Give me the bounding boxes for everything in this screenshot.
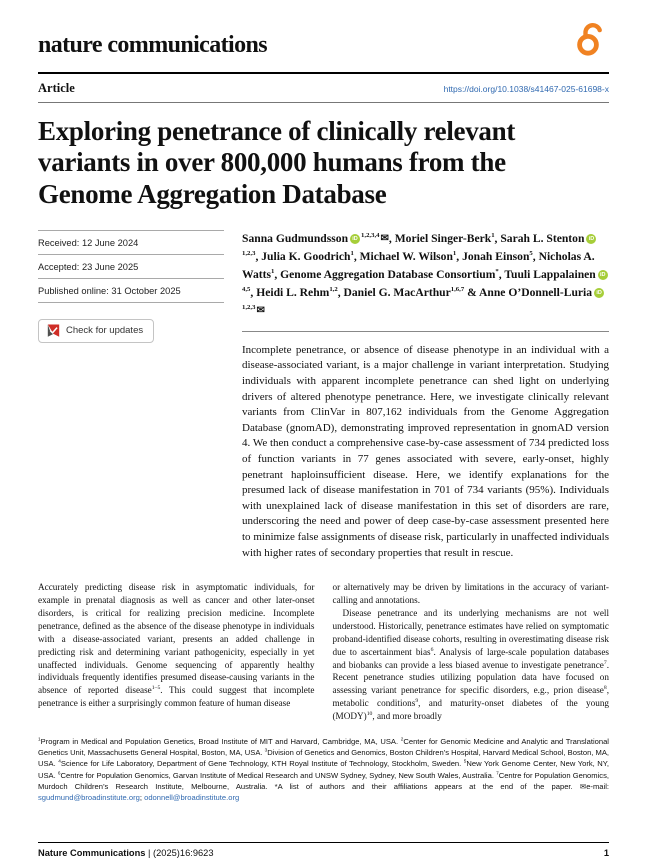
meta-divider xyxy=(38,102,609,103)
date-label: Published online: xyxy=(38,285,109,296)
author-name: Jonah Einson xyxy=(462,249,530,263)
body-paragraph: Accurately predicting disease risk in asymptomatic individuals, for example in prenatal diagnosis as well as cancer and other later-onset disorders, is critical for realizing precision medicine. Incomplete penetrance, defined as the absence of the disease phenotype in individuals with a disease-associated variant, presents an added challenge in predicting risk and determining variant pathogenicity, especially in yet unaffected individuals. Genome sequencing of apparently healthy individuals frequently identifies presumed disease-causing variants in the absence of reported disease$^{1-5}$. This could suggest that incomplete penetrance is either a surprisingly common feature of human disease xyxy=(38,582,315,709)
article-meta-row xyxy=(38,74,609,102)
email-link[interactable]: sgudmund@broadinstitute.org xyxy=(38,793,140,803)
affiliations-footnote: $^1$Program in Medical and Population Genetics, Broad Institute of MIT and Harvard, Cambridge, MA, USA. $^2$Center for Genomic Medicine and Analytic and Translational Genetics Unit, Massachusetts General Hospital, Boston, MA, USA. $^3$Division of Genetics and Genomics, Boston Children’s Hospital, Harvard Medical School, Boston, MA, USA. $^4$Science for Life Laboratory, Department of Gene Technology, KTH Royal Institute of Technology, Stockholm, Sweden. $^5$New York Genome Center, New York, NY, USA. $^6$Centre for Population Genomics, Garvan Institute of Medical Research and UNSW Sydney, Sydney, New South Wales, Australia. $^7$Centre for Population Genomics, Murdoch Children’s Research Institute, Melbourne, Australia. *A list of authors and their affiliations appears at the end of the paper. ✉e-mail: sgudmund@broadinstitute.org; odonnell@broadinstitute.org xyxy=(38,736,610,803)
orcid-icon[interactable]: iD xyxy=(594,288,604,298)
check-for-updates-button[interactable] xyxy=(38,319,154,343)
page-footer xyxy=(38,842,609,858)
footer-journal-name: Nature Communications xyxy=(38,848,146,858)
journal-citation xyxy=(38,848,214,858)
date-label: Received: xyxy=(38,237,80,248)
author-name: Heidi L. Rehm xyxy=(256,285,330,299)
received-date-row xyxy=(38,231,224,255)
author-name: Anne O’Donnell-Luria xyxy=(479,285,593,299)
author-name: Moriel Singer-Berk xyxy=(394,231,492,245)
open-access-icon xyxy=(573,22,609,58)
date-label: Accepted: xyxy=(38,261,80,272)
orcid-icon[interactable]: iD xyxy=(586,234,596,244)
abstract: Incomplete penetrance, or absence of disease phenotype in an individual with a disease-associated variant, is a major challenge in variant interpretation. Studying individuals with apparent incomplete penetrance can shed light on underlying drivers of altered phenotype penetrance. Here, we investigate clinically relevant variants from ClinVar in 807,162 individuals from the Genome Aggregation Database (gnomAD), demonstrating improved representation in gnomAD version 4. We then conduct a comprehensive case-by-case assessment of 734 predicted loss of function variants in 77 genes associated with severe, early-onset, highly penetrant haploinsufficient disease. Here, we identify explanations for the presumed lack of disease manifestation in 701 of 734 variants (95%). Individuals with unexplained lack of disease manifestation in this set of disorders are rare, underscoring the need and power of deep case-by-case assessment presented here to minimize false assignments of disease risk, particularly in unaffected individuals with higher rates of secondary properties that result in rescue. xyxy=(242,331,609,562)
author-name: Sarah L. Stenton xyxy=(500,231,585,245)
email-link[interactable]: odonnell@broadinstitute.org xyxy=(144,793,240,803)
author-name: Nicholas A. Watts xyxy=(242,249,595,281)
accepted-date-row xyxy=(38,255,224,279)
article-type-label: Article xyxy=(38,81,75,95)
crossmark-icon xyxy=(47,324,60,338)
email-icon[interactable]: ✉ xyxy=(380,232,389,244)
article-body xyxy=(38,581,609,723)
email-icon: ✉ xyxy=(579,781,587,791)
date-value: 12 June 2024 xyxy=(81,237,139,248)
email-icon[interactable]: ✉ xyxy=(256,304,265,316)
title-line-3: Genome Aggregation Database xyxy=(38,178,387,209)
doi-link[interactable]: https://doi.org/10.1038/s41467-025-61698-x xyxy=(443,84,609,94)
body-paragraph: or alternatively may be driven by limitations in the accuracy of variant-calling and annotations. xyxy=(332,582,609,606)
author-name: Sanna Gudmundsson xyxy=(242,231,349,245)
article-info-section xyxy=(38,230,609,561)
date-value: 31 October 2025 xyxy=(111,285,181,296)
footer-citation: | (2025)16:9623 xyxy=(145,848,214,858)
masthead xyxy=(38,22,609,70)
orcid-icon[interactable]: iD xyxy=(350,234,360,244)
article-title xyxy=(38,116,609,210)
author-name: Michael W. Wilson xyxy=(359,249,453,263)
journal-wordmark: nature communications xyxy=(38,32,267,58)
orcid-icon[interactable]: iD xyxy=(598,270,608,280)
article-history-column xyxy=(38,230,224,561)
title-line-2: variants in over 800,000 humans from the xyxy=(38,147,506,178)
date-value: 23 June 2025 xyxy=(81,261,139,272)
author-name: Daniel G. MacArthur xyxy=(343,285,451,299)
body-column-left xyxy=(38,581,315,723)
author-list: Sanna Gudmundsson iD $^{1,2,3,4}$✉, Moriel Singer-Berk$^1$, Sarah L. Stenton iD$^{1,2,3}$, Julia K. Goodrich$^1$, Michael W. Wilson$^1$, Jonah Einson$^5$, Nicholas A. Watts$^1$, Genome Aggregation Database Consortium*, Tuuli Lappalainen iD$^{4,5}$, Heidi L. Rehm$^{1,2}$, Daniel G. MacArthur$^{1,6,7}$ & Anne O’Donnell-Luria iD$^{1,2,3}$✉ xyxy=(242,230,609,331)
author-name: Julia K. Goodrich xyxy=(261,249,351,263)
title-line-1: Exploring penetrance of clinically relevant xyxy=(38,116,516,146)
authors-and-abstract xyxy=(242,230,609,561)
published-date-row xyxy=(38,279,224,303)
page-number: 1 xyxy=(603,848,609,858)
check-for-updates-label: Check for updates xyxy=(66,325,144,337)
body-paragraph: Disease penetrance and its underlying mechanisms are not well understood. Historically, penetrance estimates have relied on symptomatic proband-identified disease cohorts, resulting in overestimating disease risk due to ascertainment bias$^6$. Analysis of large-scale population databases and biobanks can provide a less biased avenue to investigate penetrance$^7$. Recent penetrance studies utilizing population data have focused on assessing variant penetrance for specific disorders, e.g., prion disease$^8$, metabolic conditions$^9$, and maturity-onset diabetes of the young (MODY)$^{10}$, and more broadly xyxy=(332,608,610,722)
body-column-right xyxy=(333,581,610,723)
author-name: Genome Aggregation Database Consortium xyxy=(280,267,496,281)
article-history xyxy=(38,230,224,303)
author-name: Tuuli Lappalainen xyxy=(504,267,596,281)
